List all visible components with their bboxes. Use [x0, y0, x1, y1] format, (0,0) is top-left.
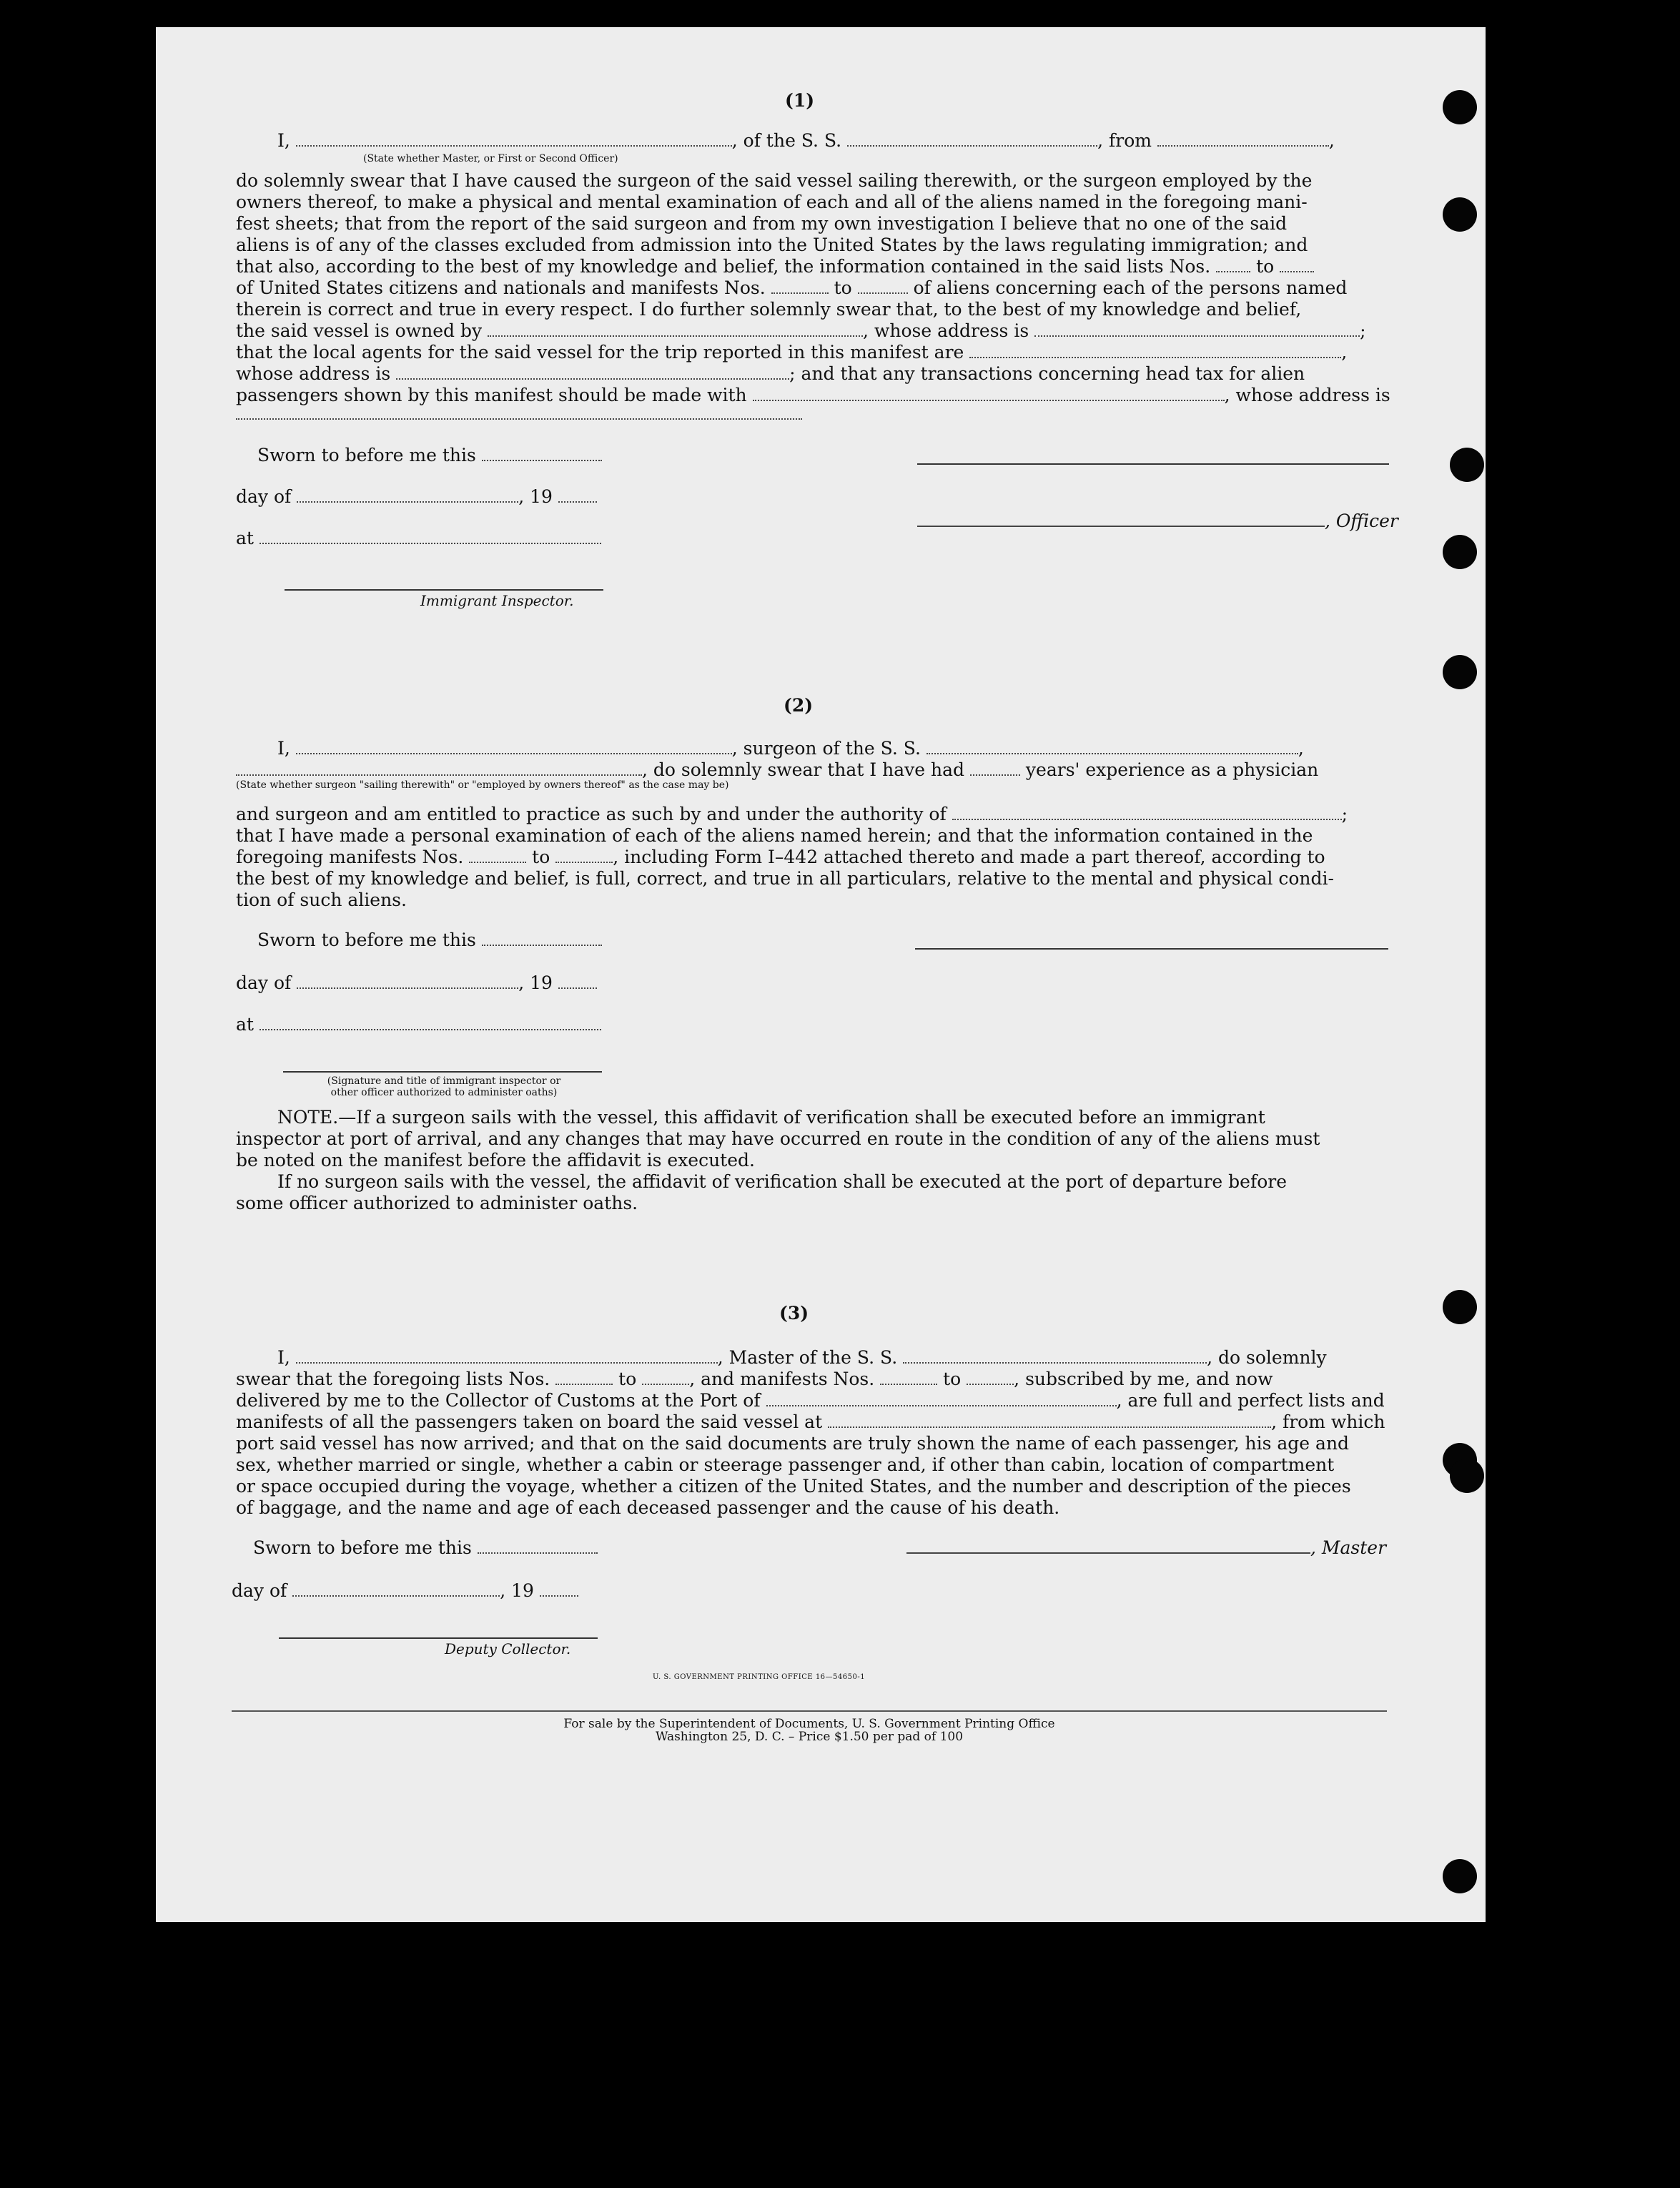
punch-hole-6	[1443, 1290, 1477, 1324]
s3-line-5: port said vessel has now arrived; and that on the said documents are truly shown the name of each passenger, his age and	[236, 1433, 1350, 1454]
s2-sworn: Sworn to before me this	[257, 930, 602, 950]
collector-port-field[interactable]	[766, 1392, 1117, 1406]
s1-line-11: whose address is ; and that any transactions concerning head tax for alien	[236, 363, 1305, 384]
manifests-to-field[interactable]	[858, 280, 908, 294]
s3-line-8: of baggage, and the name and age of each deceased passenger and the cause of his death.	[236, 1497, 1060, 1518]
s2-line-5: foregoing manifests Nos. to , including Form I–442 attached thereto and made a part thereof, according to	[236, 847, 1325, 867]
s2-manifests-to-field[interactable]	[555, 849, 613, 863]
lists-to-field[interactable]	[1280, 258, 1314, 272]
s1-line-12: passengers shown by this manifest should be made with , whose address is	[236, 385, 1390, 405]
s3-lists-from-field[interactable]	[555, 1371, 613, 1385]
s2-sig-caption-2: other officer authorized to administer oaths)	[330, 1087, 558, 1098]
s1-line-13	[236, 403, 802, 424]
s1-line-5: aliens is of any of the classes excluded from admission into the United States by the laws regulating immigration; and	[236, 235, 1308, 255]
s2-line-2: , do solemnly swear that I have had years' experience as a physician	[236, 759, 1318, 780]
punch-hole-4	[1443, 535, 1477, 569]
s2-year-field[interactable]	[558, 975, 597, 989]
s1-year-field[interactable]	[558, 488, 597, 503]
s1-inspector-label: Immigrant Inspector.	[420, 592, 574, 609]
local-agents-field[interactable]	[969, 344, 1341, 358]
officer-rank-field[interactable]	[296, 132, 732, 147]
s1-place-field[interactable]	[260, 530, 601, 544]
s1-line-6: that also, according to the best of my knowledge and belief, the information contained in the said lists Nos. to	[236, 256, 1314, 277]
s3-line-2: swear that the foregoing lists Nos. to , and manifests Nos. to , subscribed by me, and now	[236, 1369, 1273, 1389]
s1-line-8: therein is correct and true in every respect. I do further solemnly swear that, to the best of my knowledge and belief,	[236, 299, 1302, 320]
s3-line-3: delivered by me to the Collector of Customs at the Port of , are full and perfect lists and	[236, 1390, 1385, 1411]
footer-line-1: For sale by the Superintendent of Documents, U. S. Government Printing Office	[563, 1717, 1055, 1731]
head-tax-address-field[interactable]	[236, 405, 802, 420]
surgeon-name-field[interactable]	[296, 740, 732, 754]
s1-line-1: I, , of the S. S. , from ,	[277, 130, 1335, 151]
s2-line-6: the best of my knowledge and belief, is full, correct, and true in all particulars, relative to the mental and physical condi-	[236, 868, 1334, 889]
s3-manifests-to-field[interactable]	[967, 1371, 1014, 1385]
gpo-imprint: U. S. GOVERNMENT PRINTING OFFICE 16—54650-1	[653, 1673, 866, 1681]
s1-sworn: Sworn to before me this	[257, 445, 602, 465]
punch-hole-9	[1443, 1859, 1477, 1893]
s3-line-7: or space occupied during the voyage, whether a citizen of the United States, and the number and description of the pieces	[236, 1476, 1351, 1497]
s1-day-of: day of , 19	[236, 486, 597, 507]
punch-hole-8	[1450, 1459, 1484, 1493]
s1-at: at	[236, 528, 601, 548]
owner-address-field[interactable]	[1034, 322, 1360, 337]
s3-ship-name-field[interactable]	[903, 1349, 1207, 1364]
s3-sworn: Sworn to before me this	[253, 1537, 598, 1558]
s1-line-2: do solemnly swear that I have caused the surgeon of the said vessel sailing therewith, or the surgeon employed by the	[236, 170, 1313, 191]
s2-surgeon-signature-line[interactable]	[915, 948, 1388, 950]
manifests-from-field[interactable]	[771, 280, 829, 294]
s2-note-3: be noted on the manifest before the affidavit is executed.	[236, 1150, 755, 1171]
s1-officer-signature-field[interactable]	[917, 513, 1325, 527]
s2-line-1: I, , surgeon of the S. S. ,	[277, 738, 1304, 759]
lists-from-field[interactable]	[1216, 258, 1250, 272]
owner-field[interactable]	[488, 322, 863, 337]
punch-hole-3	[1450, 448, 1484, 482]
s3-lists-to-field[interactable]	[642, 1371, 689, 1385]
agents-address-field[interactable]	[396, 365, 789, 380]
s2-sig-caption-1: (Signature and title of immigrant inspector or	[327, 1075, 561, 1087]
ship-name-field[interactable]	[847, 132, 1097, 147]
authority-field[interactable]	[952, 806, 1342, 820]
punch-hole-5	[1443, 655, 1477, 689]
s3-line-1: I, , Master of the S. S. , do solemnly	[277, 1347, 1327, 1368]
s3-year-field[interactable]	[540, 1582, 578, 1597]
s1-month-field[interactable]	[297, 488, 518, 503]
punch-hole-2	[1443, 197, 1477, 232]
s3-manifests-from-field[interactable]	[880, 1371, 937, 1385]
s1-line-10: that the local agents for the said vessel for the trip reported in this manifest are ,	[236, 342, 1348, 363]
s1-line-7: of United States citizens and nationals and manifests Nos. to of aliens concerning each of the persons named	[236, 277, 1348, 298]
s3-master-line: , Master	[906, 1537, 1386, 1558]
footer-line-2: Washington 25, D. C. – Price $1.50 per pad of 100	[655, 1730, 964, 1744]
s1-rank-caption: (State whether Master, or First or Second Officer)	[363, 153, 618, 164]
s3-day-of: day of , 19	[232, 1580, 578, 1601]
footer-rule	[232, 1710, 1387, 1712]
boarding-port-field[interactable]	[828, 1414, 1271, 1428]
s3-master-name-field[interactable]	[296, 1349, 718, 1364]
s3-month-field[interactable]	[292, 1582, 500, 1597]
s3-sworn-date-field[interactable]	[478, 1539, 598, 1554]
s2-status-caption: (State whether surgeon "sailing therewith" or "employed by owners thereof" as the case may be)	[236, 779, 729, 791]
section-3-heading: (3)	[779, 1303, 809, 1324]
s1-officer-line: , Officer	[917, 511, 1398, 531]
years-experience-field[interactable]	[970, 762, 1020, 776]
s3-line-6: sex, whether married or single, whether a cabin or steerage passenger and, if other than cabin, location of compartment	[236, 1454, 1335, 1475]
s2-line-4: that I have made a personal examination of each of the aliens named herein; and that the information contained in the	[236, 825, 1313, 846]
s2-line-3: and surgeon and am entitled to practice as such by and under the authority of ;	[236, 804, 1348, 824]
s2-note-1: NOTE.—If a surgeon sails with the vessel, this affidavit of verification shall be executed before an immigrant	[277, 1107, 1265, 1128]
form-page	[156, 27, 1486, 1922]
s1-line-4: fest sheets; that from the report of the said surgeon and from my own investigation I believe that no one of the said	[236, 213, 1288, 234]
s1-line-3: owners thereof, to make a physical and mental examination of each and all of the aliens named in the foregoing mani-	[236, 192, 1308, 212]
head-tax-party-field[interactable]	[753, 387, 1225, 401]
s2-sworn-date-field[interactable]	[482, 932, 602, 946]
s2-note-5: some officer authorized to administer oaths.	[236, 1193, 638, 1213]
surgeon-status-field[interactable]	[236, 762, 642, 776]
s3-master-signature-field[interactable]	[906, 1539, 1310, 1554]
punch-hole-1	[1443, 90, 1477, 124]
s1-officer-signature-line-1[interactable]	[917, 463, 1389, 465]
s2-inspector-signature-line[interactable]	[283, 1071, 602, 1073]
s2-at: at	[236, 1014, 601, 1035]
s2-manifests-from-field[interactable]	[469, 849, 526, 863]
s2-place-field[interactable]	[260, 1016, 601, 1030]
s1-sworn-date-field[interactable]	[482, 447, 602, 461]
section-1-heading: (1)	[785, 90, 815, 111]
from-port-field[interactable]	[1157, 132, 1329, 147]
s1-line-9: the said vessel is owned by , whose address is ;	[236, 320, 1366, 341]
s2-ship-name-field[interactable]	[927, 740, 1298, 754]
section-2-heading: (2)	[784, 695, 814, 716]
s2-day-of: day of , 19	[236, 972, 597, 993]
s2-month-field[interactable]	[297, 975, 518, 989]
s3-collector-label: Deputy Collector.	[445, 1640, 571, 1657]
s2-note-4: If no surgeon sails with the vessel, the affidavit of verification shall be executed at the port of departure before	[277, 1171, 1287, 1192]
s2-line-7: tion of such aliens.	[236, 890, 407, 910]
s2-note-2: inspector at port of arrival, and any changes that may have occurred en route in the condition of any of the aliens must	[236, 1128, 1320, 1149]
s3-line-4: manifests of all the passengers taken on board the said vessel at , from which	[236, 1411, 1385, 1432]
